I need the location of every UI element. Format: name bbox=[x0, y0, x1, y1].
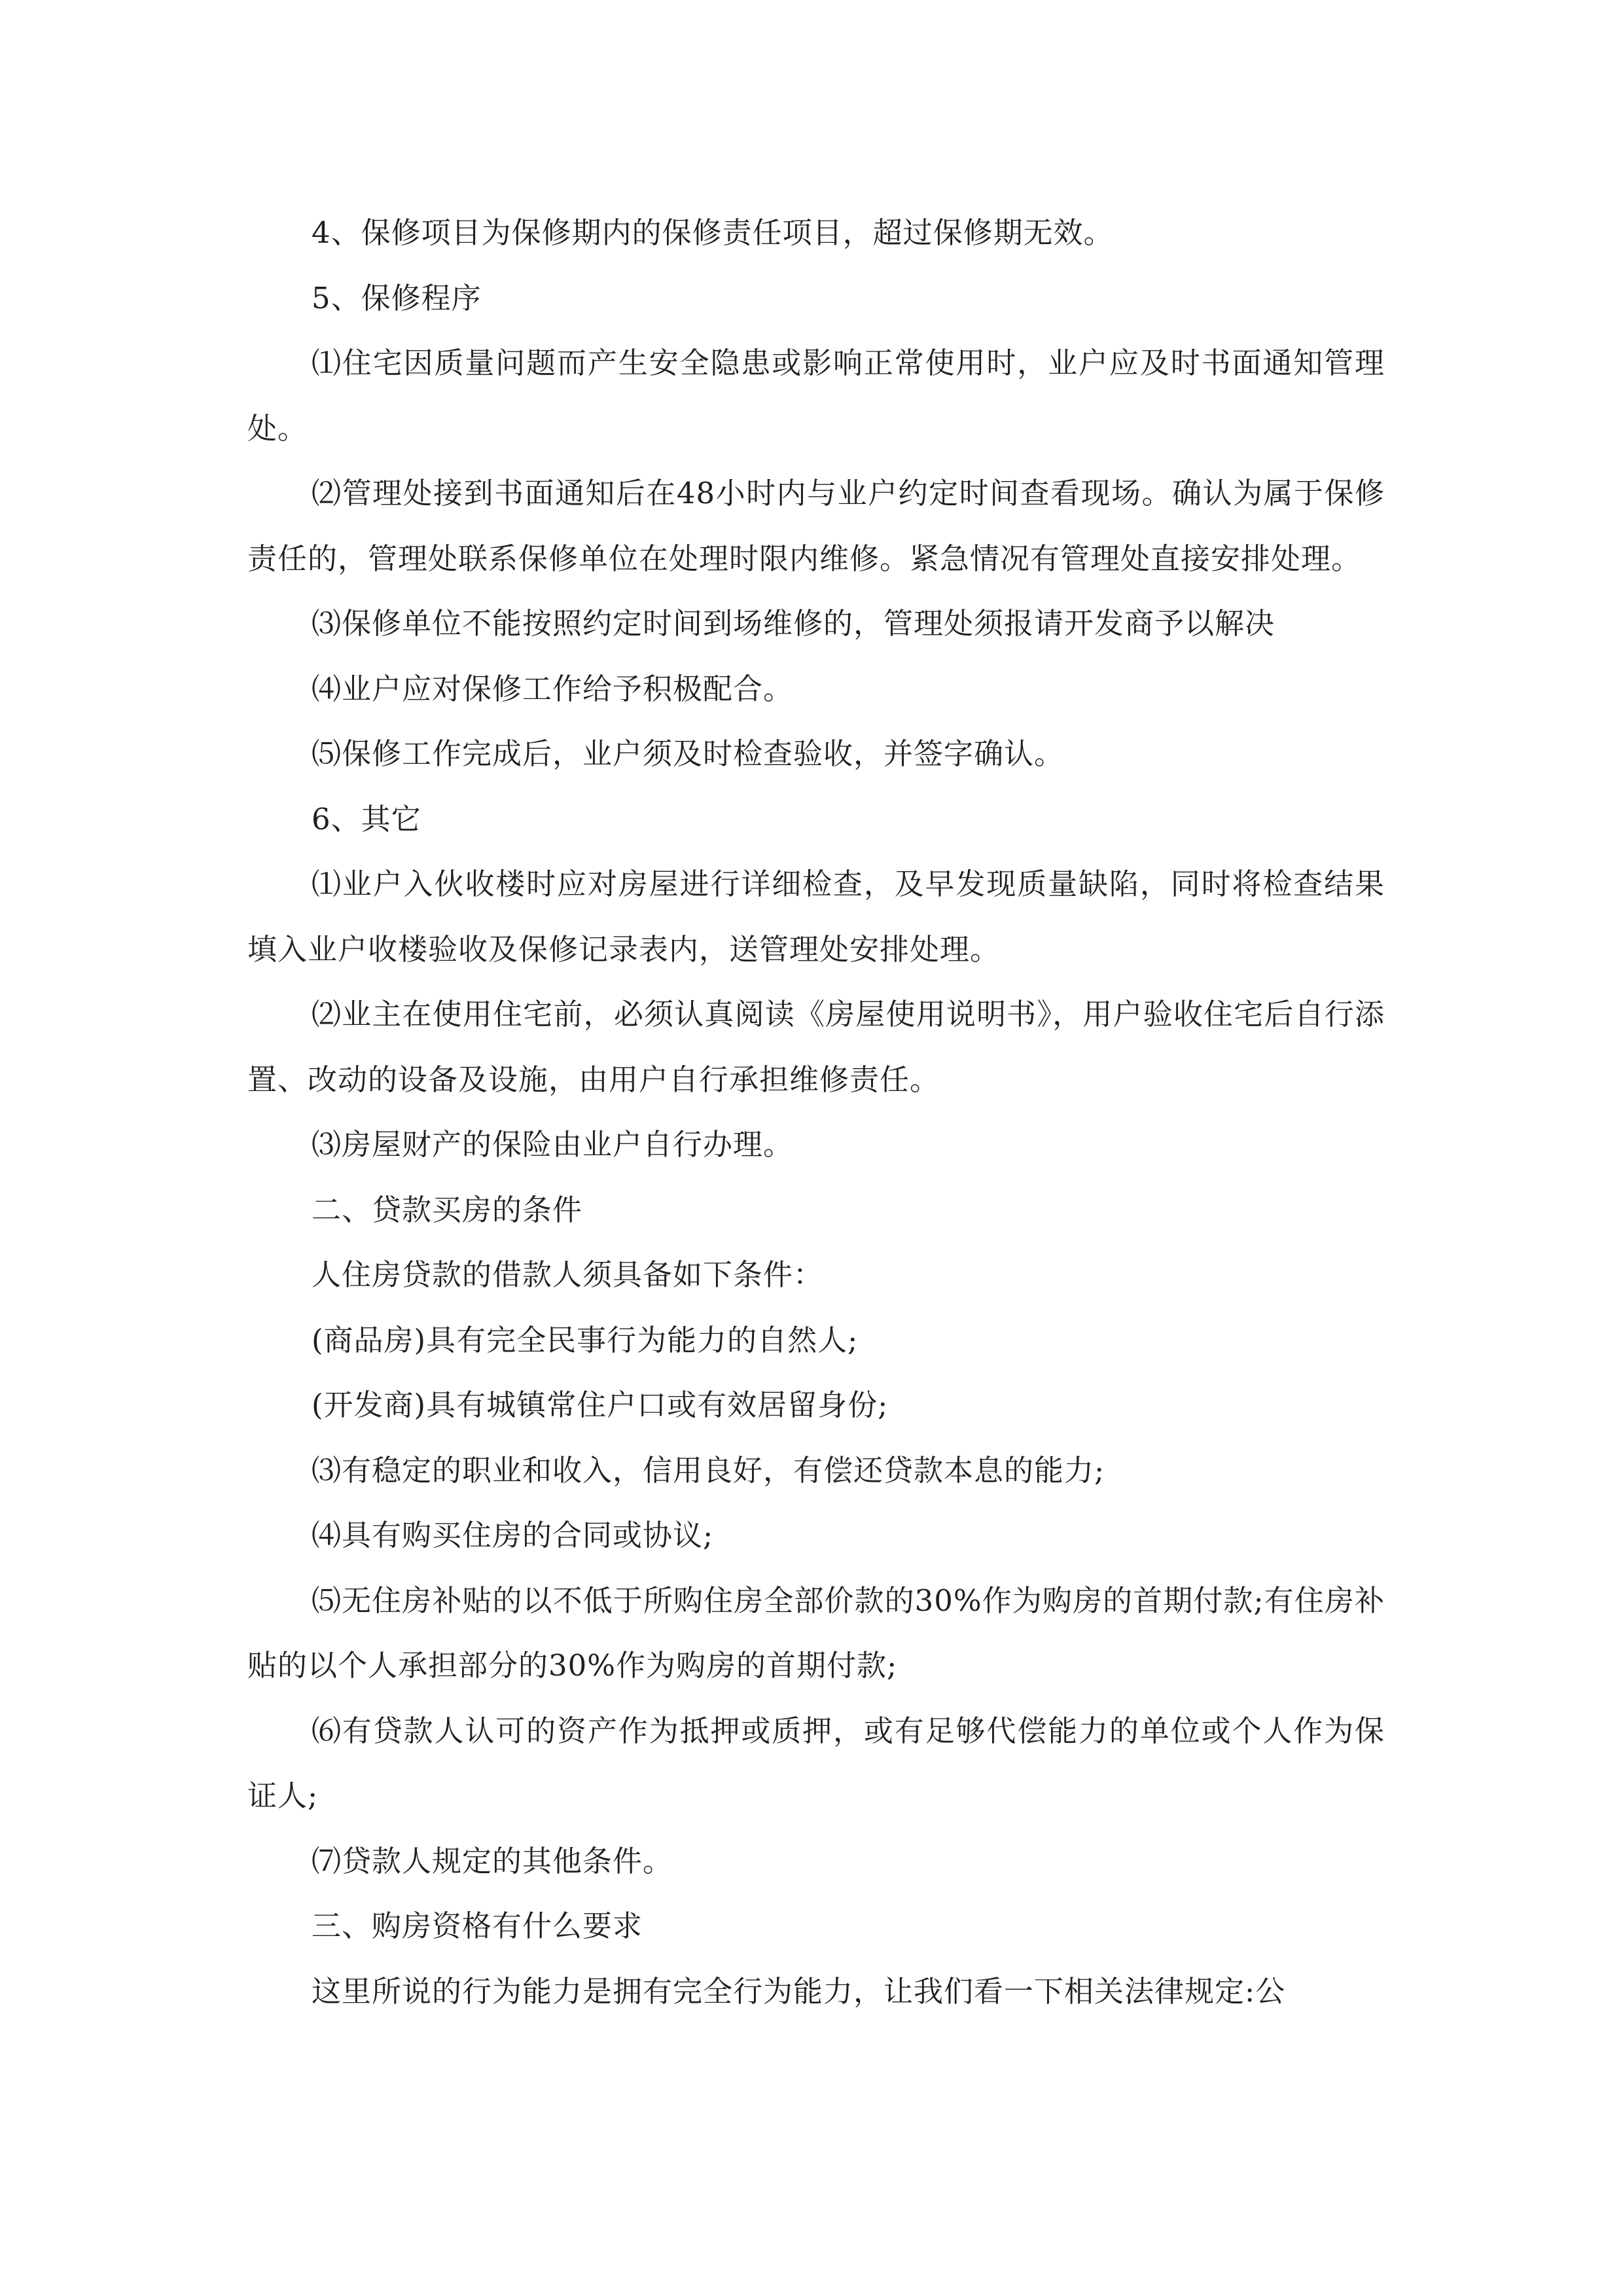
paragraph-other-2: ⑵业主在使用住宅前，必须认真阅读《房屋使用说明书》，用户验收住宅后自行添置、改动的设备及设施，由用户自行承担维修责任。 bbox=[247, 997, 1385, 1097]
paragraph-loan-2: (开发商)具有城镇常住户口或有效居留身份; bbox=[312, 1388, 889, 1422]
paragraph-loan-1: (商品房)具有完全民事行为能力的自然人; bbox=[312, 1322, 859, 1357]
paragraph-loan-intro: 人住房贷款的借款人须具备如下条件： bbox=[312, 1257, 824, 1292]
paragraph-procedure-3: ⑶保修单位不能按照约定时间到场维修的，管理处须报请开发商予以解决 bbox=[312, 606, 1275, 641]
paragraph-procedure-1: ⑴住宅因质量问题而产生安全隐患或影响正常使用时，业户应及时书面通知管理处。 bbox=[247, 346, 1385, 446]
paragraph-other-3: ⑶房屋财产的保险由业户自行办理。 bbox=[312, 1127, 794, 1162]
paragraph-warranty-items: 4、保修项目为保修期内的保修责任项目，超过保修期无效。 bbox=[312, 215, 1114, 250]
document-body bbox=[247, 200, 1385, 2024]
paragraph-loan-7: ⑺贷款人规定的其他条件。 bbox=[312, 1843, 673, 1878]
paragraph-procedure-5: ⑸保修工作完成后，业户须及时检查验收，并签字确认。 bbox=[312, 736, 1065, 771]
heading-other: 6、其它 bbox=[312, 801, 421, 836]
heading-purchase-qualification: 三、购房资格有什么要求 bbox=[312, 1909, 643, 1943]
paragraph-loan-5: ⑸无住房补贴的以不低于所购住房全部价款的30%作为购房的首期付款;有住房补贴的以个人承担部分的30%作为购房的首期付款; bbox=[247, 1583, 1385, 1683]
paragraph-procedure-4: ⑷业户应对保修工作给予积极配合。 bbox=[312, 671, 794, 706]
paragraph-qualification-intro: 这里所说的行为能力是拥有完全行为能力，让我们看一下相关法律规定:公 bbox=[312, 1973, 1286, 2009]
paragraph-loan-4: ⑷具有购买住房的合同或协议; bbox=[312, 1518, 714, 1552]
heading-loan-conditions: 二、贷款买房的条件 bbox=[312, 1192, 583, 1227]
paragraph-loan-6: ⑹有贷款人认可的资产作为抵押或质押，或有足够代偿能力的单位或个人作为保证人; bbox=[247, 1713, 1385, 1813]
heading-warranty-procedure: 5、保修程序 bbox=[312, 280, 482, 315]
paragraph-loan-3: ⑶有稳定的职业和收入，信用良好，有偿还贷款本息的能力; bbox=[312, 1452, 1105, 1488]
paragraph-procedure-2: ⑵管理处接到书面通知后在48小时内与业户约定时间查看现场。确认为属于保修责任的，管理处联系保修单位在处理时限内维修。紧急情况有管理处直接安排处理。 bbox=[247, 476, 1385, 576]
paragraph-other-1: ⑴业户入伙收楼时应对房屋进行详细检查，及早发现质量缺陷，同时将检查结果填入业户收楼验收及保修记录表内，送管理处安排处理。 bbox=[247, 867, 1385, 967]
